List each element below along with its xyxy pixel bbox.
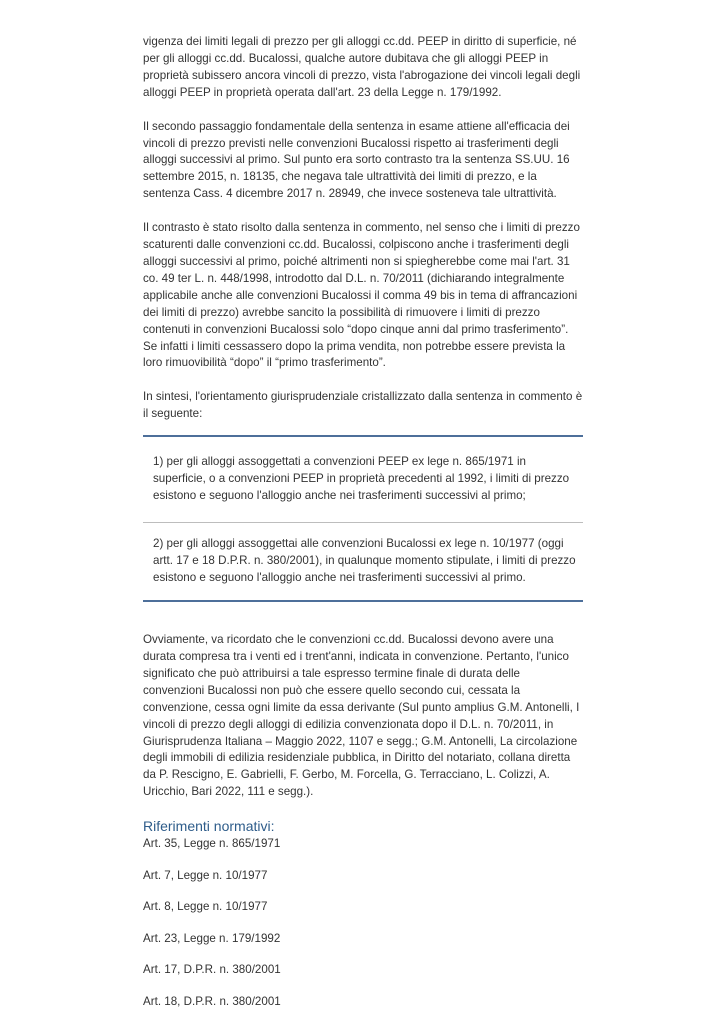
paragraph-secondo-passaggio: Il secondo passaggio fondamentale della sentenza in esame attiene all'efficacia dei vincoli di prezzo previsti nelle convenzioni Bucalossi rispetto ai trasferimenti degli alloggi successivi al primo. Sul punto era sorto contrasto tra la sentenza SS.UU. 16 settembre 2015, n. 18135, che negava tale ultrattività dei limiti di prezzo, e la sentenza Cass. 4 dicembre 2017 n. 28949, che invece sosteneva tale ultrattività. bbox=[143, 119, 570, 201]
paragraph-vigenza: vigenza dei limiti legali di prezzo per gli alloggi cc.dd. PEEP in diritto di superficie, né per gli alloggi cc.dd. Bucalossi, qualche autore dubitava che gli alloggi PEEP in proprietà subissero ancora vincoli di prezzo, vista l'abrogazione dei vincoli legali degli alloggi PEEP in proprietà operata dall'art. 23 della Legge n. 179/1992. bbox=[143, 35, 581, 99]
paragraph-closing: Ovviamente, va ricordato che le convenzioni cc.dd. Bucalossi devono avere una durata compresa tra i venti ed i trent'anni, indicata in convenzione. Pertanto, l'unico significato che può attribuirsi a tale espresso termine finale di durata delle convenzioni Bucalossi non può che essere quello secondo cui, cessata la convenzione, cessa ogni limite da essa derivante (Sul punto amplius G.M. Antonelli, I vincoli di prezzo degli alloggi di edilizia convenzionata dopo il D.L. n. 70/2011, in Giurisprudenza Italiana – Maggio 2022, 1107 e segg.; G.M. Antonelli, La circolazione degli immobili di edilizia residenziale pubblica, in Diritto del notariato, collana diretta da P. Rescigno, E. Gabrielli, F. Gerbo, M. Forcella, G. Terracciano, L. Colizzi, A. Uricchio, Bari 2022, 111 e segg.). bbox=[143, 633, 580, 799]
summary-item-1: 1) per gli alloggi assoggettati a convenzioni PEEP ex lege n. 865/1971 in superficie, o a convenzioni PEEP in proprietà precedenti al 1992, i limiti di prezzo esistono e seguono l'alloggio anche nei trasferimenti successivi al primo; bbox=[153, 455, 570, 503]
reference-item: Art. 8, Legge n. 10/1977 bbox=[143, 900, 268, 914]
paragraph-sintesi: In sintesi, l'orientamento giurisprudenziale cristallizzato dalla sentenza in commento è il seguente: bbox=[143, 390, 583, 421]
paragraph-contrasto: Il contrasto è stato risolto dalla sentenza in commento, nel senso che i limiti di prezzo scaturenti dalle convenzioni cc.dd. Bucalossi, colpiscono anche i trasferimenti degli alloggi successivi al primo, poiché altrimenti non si spiegherebbe come mai l'art. 31 co. 49 ter L. n. 448/1998, introdotto dal D.L. n. 70/2011 (dichiarando integralmente applicabile anche alle convenzioni Bucalossi il comma 49 bis in tema di affrancazioni dei limiti di prezzo) avrebbe sancito la possibilità di rimuovere i limiti di prezzo contenuti in convenzioni Bucalossi solo “dopo cinque anni dal primo trasferimento”. Se infatti i limiti cessassero dopo la prima vendita, non potrebbe essere prevista la loro rimuovibilità “dopo” il “primo trasferimento”. bbox=[143, 221, 580, 370]
reference-item: Art. 17, D.P.R. n. 380/2001 bbox=[143, 963, 281, 977]
reference-item: Art. 7, Legge n. 10/1977 bbox=[143, 868, 268, 882]
reference-item: Art. 23, Legge n. 179/1992 bbox=[143, 931, 281, 945]
summary-divider bbox=[143, 522, 583, 523]
reference-item: Art. 18, D.P.R. n. 380/2001 bbox=[143, 994, 281, 1008]
summary-item-2: 2) per gli alloggi assoggettai alle convenzioni Bucalossi ex lege n. 10/1977 (oggi artt. 17 e 18 D.P.R. n. 380/2001), in qualunque momento stipulate, i limiti di prezzo esistono e seguono l'alloggio anche nei trasferimenti successivi al primo. bbox=[153, 537, 576, 585]
article-body bbox=[143, 34, 583, 1025]
references-title: Riferimenti normativi: bbox=[143, 818, 275, 835]
summary-box bbox=[143, 435, 583, 602]
reference-item: Art. 35, Legge n. 865/1971 bbox=[143, 837, 281, 851]
references-list bbox=[143, 836, 583, 1025]
